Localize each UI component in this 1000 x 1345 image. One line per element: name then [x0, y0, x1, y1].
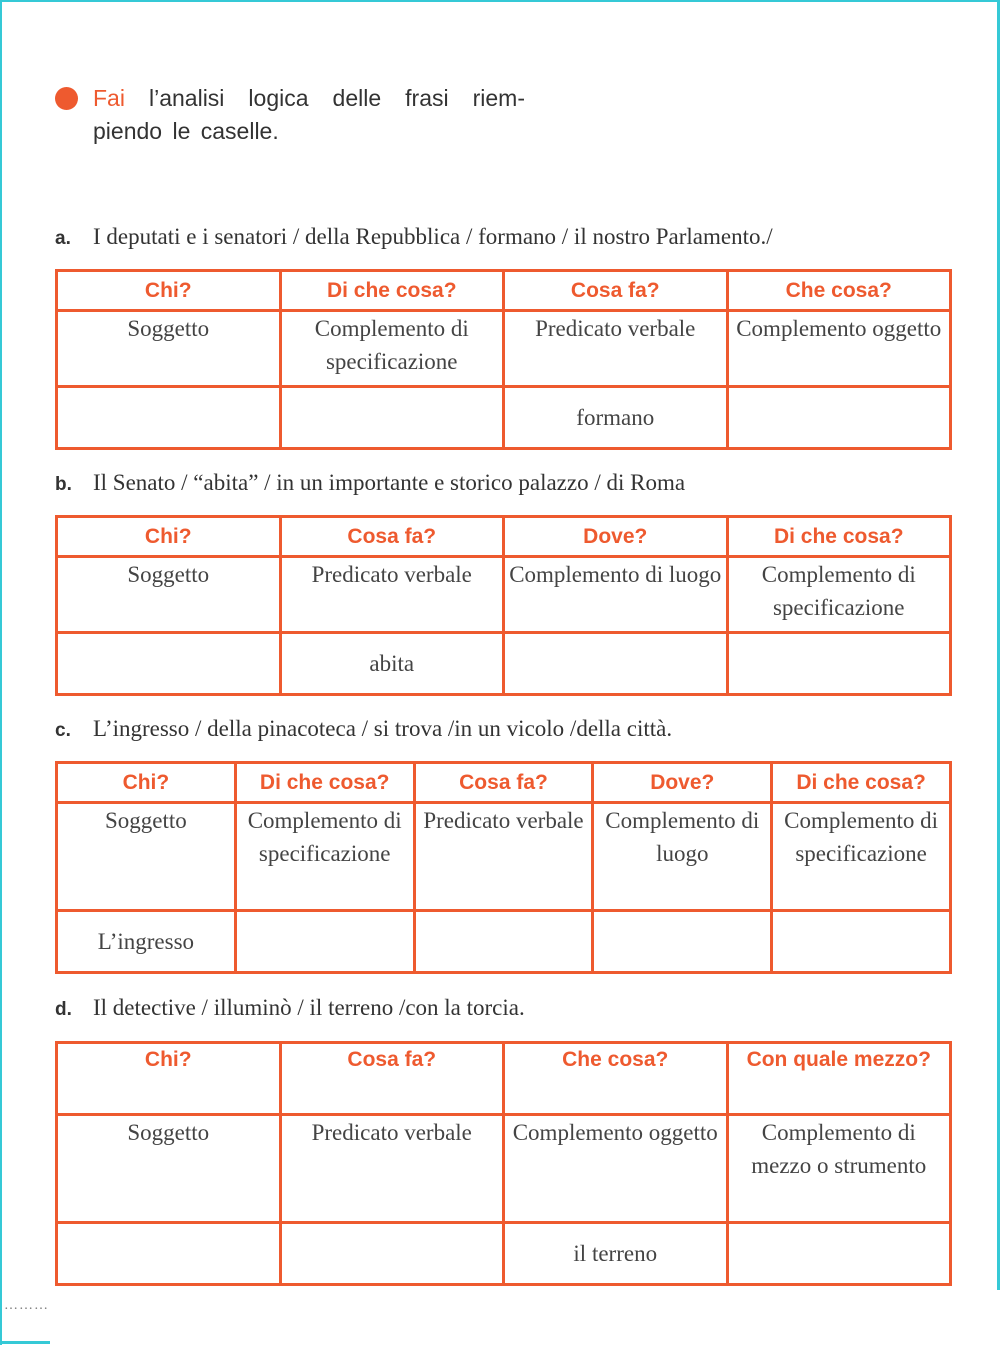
column-role: Predicato verbale: [280, 557, 504, 633]
column-role: Soggetto: [57, 803, 236, 911]
column-question: Chi?: [57, 1043, 281, 1115]
column-question: Chi?: [57, 763, 236, 803]
answer-cell[interactable]: formano: [504, 387, 728, 449]
sentence-text: Il Senato / “abita” / in un importante e storico palazzo / di Roma: [93, 470, 686, 495]
answer-cell[interactable]: [57, 633, 281, 695]
column-question: Di che cosa?: [280, 271, 504, 311]
exercise-letter: d.: [55, 999, 72, 1020]
answer-cell[interactable]: L’ingresso: [57, 911, 236, 973]
page-frame-top: [0, 0, 1000, 2]
answer-cell[interactable]: [727, 387, 951, 449]
column-role: Complemento di specificazione: [772, 803, 951, 911]
table-a: [55, 269, 952, 450]
column-question: Cosa fa?: [280, 1043, 504, 1115]
column-question: Di che cosa?: [772, 763, 951, 803]
exercise-letter: a.: [55, 228, 71, 249]
column-question: Che cosa?: [727, 271, 951, 311]
column-role: Predicato verbale: [504, 311, 728, 387]
answer-cell[interactable]: [280, 387, 504, 449]
answer-cell[interactable]: [727, 633, 951, 695]
sentence-text: L’ingresso / della pinacoteca / si trova /in un vicolo /della città.: [93, 716, 673, 741]
exercise-letter: c.: [55, 720, 71, 741]
page-frame-bottom: [0, 1341, 50, 1344]
column-question: Chi?: [57, 517, 281, 557]
column-question: Dove?: [593, 763, 772, 803]
answer-cell[interactable]: [593, 911, 772, 973]
column-role: Complemento di specificazione: [727, 557, 951, 633]
column-question: Dove?: [504, 517, 728, 557]
column-role: Predicato verbale: [414, 803, 593, 911]
sentence-c: [55, 716, 672, 742]
column-role: Soggetto: [57, 1115, 281, 1223]
page-frame-left: [0, 0, 2, 1345]
answer-cell[interactable]: il terreno: [504, 1223, 728, 1285]
column-question: Cosa fa?: [280, 517, 504, 557]
column-question: Che cosa?: [504, 1043, 728, 1115]
column-question: Di che cosa?: [727, 517, 951, 557]
answer-cell[interactable]: [57, 387, 281, 449]
column-question: Cosa fa?: [504, 271, 728, 311]
answer-cell[interactable]: [727, 1223, 951, 1285]
sentence-text: Il detective / illuminò / il terreno /con la torcia.: [93, 995, 525, 1020]
table-b: [55, 515, 952, 696]
answer-cell[interactable]: [504, 633, 728, 695]
column-question: Chi?: [57, 271, 281, 311]
instruction-rest: l’analisi logica delle frasi riem-piendo le caselle.: [93, 85, 525, 144]
column-question: Con quale mezzo?: [727, 1043, 951, 1115]
instruction: [55, 82, 525, 148]
table-c: [55, 761, 952, 974]
column-role: Complemento di specificazione: [235, 803, 414, 911]
column-role: Complemento di luogo: [504, 557, 728, 633]
answer-cell[interactable]: [57, 1223, 281, 1285]
exercise-letter: b.: [55, 474, 72, 495]
answer-cell[interactable]: [280, 1223, 504, 1285]
footer-dots: ………: [4, 1298, 49, 1313]
column-question: Cosa fa?: [414, 763, 593, 803]
column-role: Complemento di mezzo o strumento: [727, 1115, 951, 1223]
table-d: [55, 1041, 952, 1286]
answer-cell[interactable]: abita: [280, 633, 504, 695]
column-role: Complemento oggetto: [727, 311, 951, 387]
instruction-highlight: Fai: [93, 85, 125, 111]
sentence-b: [55, 470, 685, 496]
answer-cell[interactable]: [414, 911, 593, 973]
column-question: Di che cosa?: [235, 763, 414, 803]
column-role: Predicato verbale: [280, 1115, 504, 1223]
column-role: Soggetto: [57, 311, 281, 387]
answer-cell[interactable]: [235, 911, 414, 973]
column-role: Complemento di luogo: [593, 803, 772, 911]
sentence-a: [55, 224, 773, 250]
sentence-text: I deputati e i senatori / della Repubblica / formano / il nostro Parlamento./: [93, 224, 773, 249]
column-role: Complemento di specificazione: [280, 311, 504, 387]
instruction-text: [93, 82, 525, 148]
answer-cell[interactable]: [772, 911, 951, 973]
bullet-dot-icon: [55, 87, 78, 110]
sentence-d: [55, 995, 525, 1021]
column-role: Soggetto: [57, 557, 281, 633]
column-role: Complemento oggetto: [504, 1115, 728, 1223]
